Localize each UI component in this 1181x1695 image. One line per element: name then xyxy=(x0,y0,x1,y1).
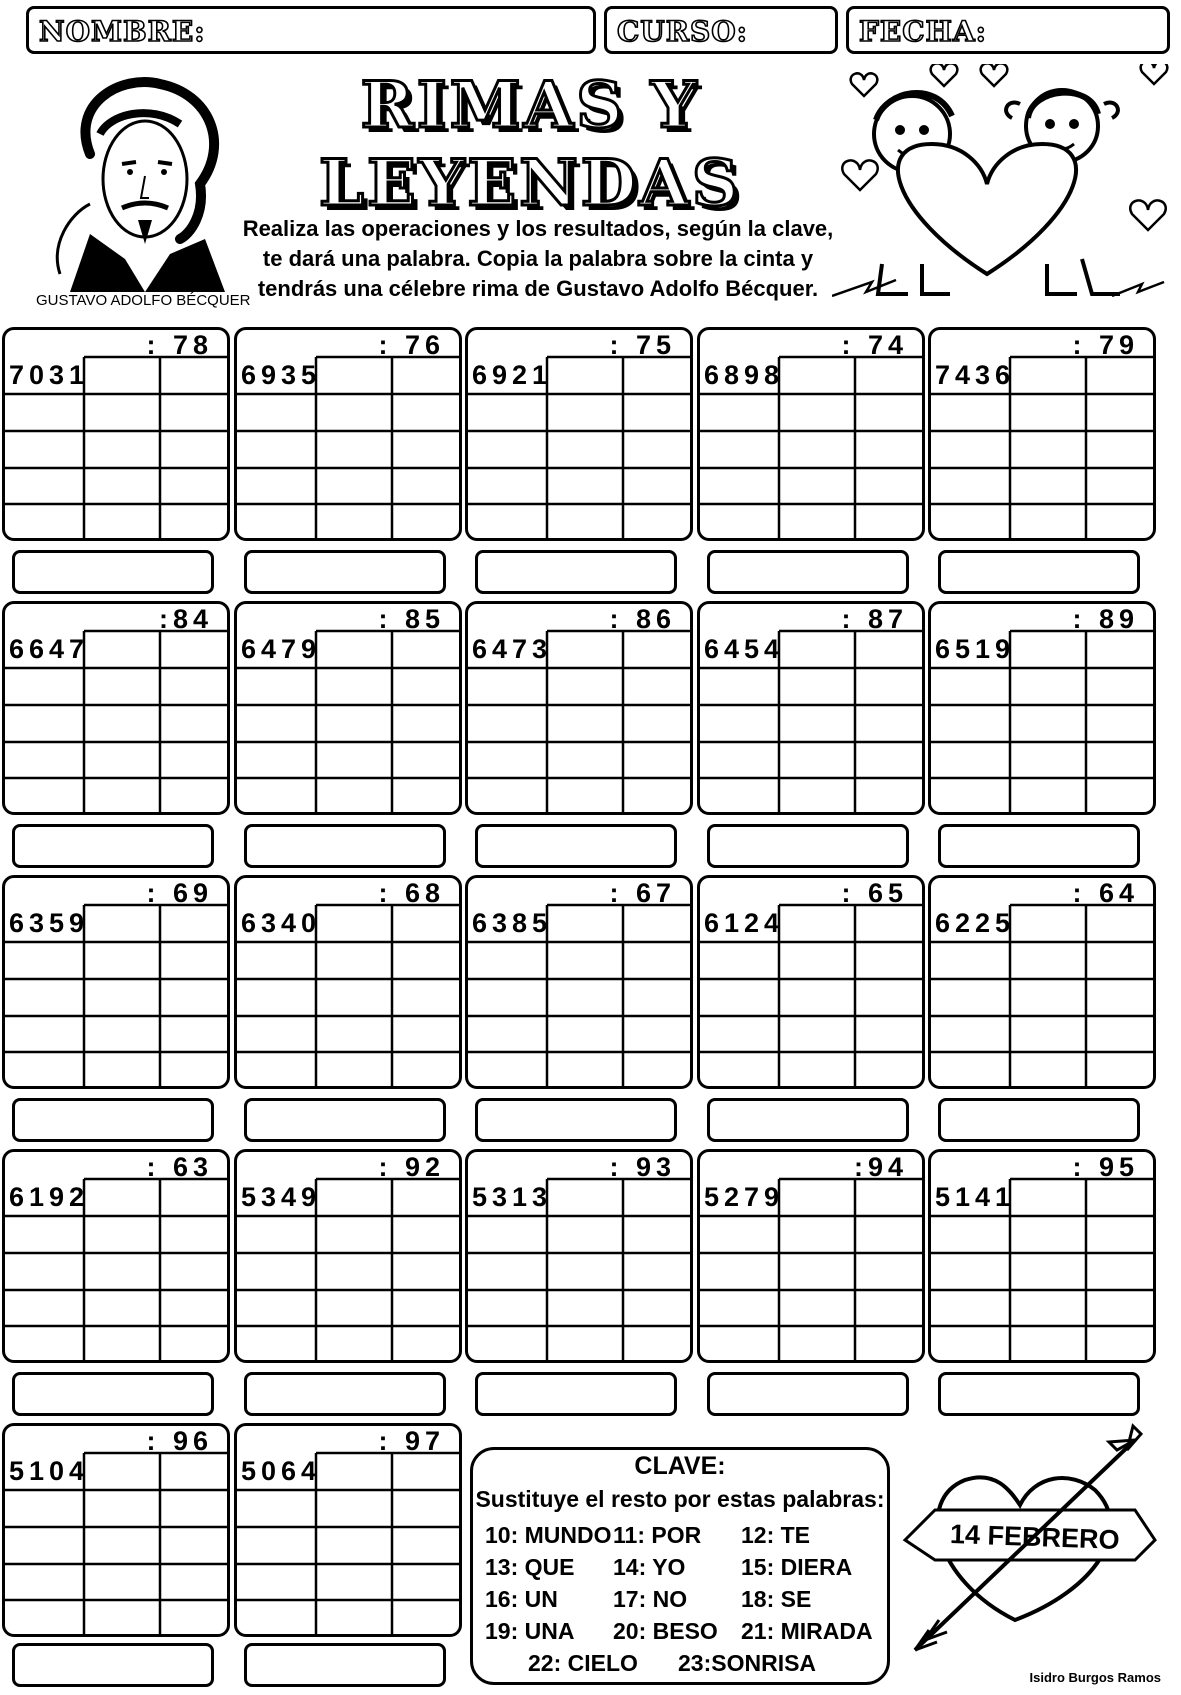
dividend: 6473 xyxy=(472,634,553,664)
division-card xyxy=(2,875,230,1089)
banner-text: 14 FEBRERO xyxy=(949,1519,1121,1555)
division-card xyxy=(928,327,1156,541)
divisor: : 78 xyxy=(146,330,213,360)
division-card xyxy=(465,327,693,541)
answer-strip[interactable] xyxy=(12,1372,214,1416)
division-card xyxy=(697,601,925,815)
children-heart-illustration xyxy=(832,64,1172,302)
answer-strip[interactable] xyxy=(244,1643,446,1687)
division-card xyxy=(234,327,462,541)
divisor: :84 xyxy=(158,604,213,634)
clave-item: 21: MIRADA xyxy=(741,1618,873,1644)
division-card xyxy=(2,1423,230,1637)
clave-item: 11: POR xyxy=(613,1522,702,1548)
instructions xyxy=(228,214,848,304)
divisor: : 85 xyxy=(378,604,445,634)
division-card xyxy=(234,1149,462,1363)
divisor: : 92 xyxy=(378,1152,445,1182)
dividend: 6225 xyxy=(935,908,1016,938)
division-card xyxy=(234,1423,462,1637)
answer-strip[interactable] xyxy=(244,1372,446,1416)
division-card xyxy=(2,1149,230,1363)
dividend: 5349 xyxy=(241,1182,322,1212)
answer-strip[interactable] xyxy=(938,550,1140,594)
division-card xyxy=(234,875,462,1089)
answer-strip[interactable] xyxy=(938,1098,1140,1142)
divisor: : 87 xyxy=(841,604,908,634)
dividend: 6647 xyxy=(9,634,90,664)
answer-strip[interactable] xyxy=(707,1098,909,1142)
divisor: : 75 xyxy=(609,330,676,360)
clave-subtitle: Sustituye el resto por estas palabras: xyxy=(475,1486,885,1512)
division-card xyxy=(928,875,1156,1089)
portrait-caption: GUSTAVO ADOLFO BÉCQUER xyxy=(36,292,251,309)
division-card xyxy=(697,327,925,541)
division-card xyxy=(928,601,1156,815)
clave-item: 16: UN xyxy=(485,1586,558,1612)
dividend: 7031 xyxy=(9,360,90,390)
divisor: : 95 xyxy=(1072,1152,1139,1182)
dividend: 5064 xyxy=(241,1456,322,1486)
division-card xyxy=(465,1149,693,1363)
divisor: : 76 xyxy=(378,330,445,360)
dividend: 5141 xyxy=(935,1182,1016,1212)
answer-strip[interactable] xyxy=(938,1372,1140,1416)
division-card xyxy=(2,601,230,815)
division-card xyxy=(697,875,925,1089)
answer-strip[interactable] xyxy=(244,1098,446,1142)
clave-item: 22: CIELO xyxy=(528,1650,638,1676)
dividend: 6454 xyxy=(704,634,785,664)
answer-strip[interactable] xyxy=(707,550,909,594)
divisor: :94 xyxy=(853,1152,908,1182)
clave-item: 12: TE xyxy=(741,1522,811,1548)
answer-strip[interactable] xyxy=(938,824,1140,868)
divisor: : 64 xyxy=(1072,878,1139,908)
clave-item: 23:SONRISA xyxy=(678,1650,817,1676)
divisor: : 63 xyxy=(146,1152,213,1182)
dividend: 6898 xyxy=(704,360,785,390)
divisor: : 65 xyxy=(841,878,908,908)
answer-strip[interactable] xyxy=(12,824,214,868)
divisor: : 86 xyxy=(609,604,676,634)
clave-item: 14: YO xyxy=(613,1554,686,1580)
fecha-field[interactable] xyxy=(846,6,1170,54)
clave-item: 15: DIERA xyxy=(741,1554,853,1580)
dividend: 5104 xyxy=(9,1456,90,1486)
divisor: : 79 xyxy=(1072,330,1139,360)
divisor: : 97 xyxy=(378,1426,445,1456)
instructions-line3: tendrás una célebre rima de Gustavo Adolfo Bécquer. xyxy=(257,276,819,301)
dividend: 6519 xyxy=(935,634,1016,664)
dividend: 5279 xyxy=(704,1182,785,1212)
dividend: 6340 xyxy=(241,908,322,938)
clave-item: 13: QUE xyxy=(485,1554,575,1580)
divisor: : 67 xyxy=(609,878,676,908)
answer-strip[interactable] xyxy=(12,1643,214,1687)
division-card xyxy=(465,601,693,815)
divisor: : 69 xyxy=(146,878,213,908)
clave-box xyxy=(470,1447,890,1685)
clave-item: 17: NO xyxy=(613,1586,688,1612)
dividend: 6479 xyxy=(241,634,322,664)
clave-item: 18: SE xyxy=(741,1586,812,1612)
clave-item: 19: UNA xyxy=(485,1618,575,1644)
answer-strip[interactable] xyxy=(475,1098,677,1142)
answer-strip[interactable] xyxy=(12,1098,214,1142)
title-line2: LEYENDAS xyxy=(318,146,742,221)
dividend: 6124 xyxy=(704,908,785,938)
dividend: 6192 xyxy=(9,1182,90,1212)
division-card xyxy=(2,327,230,541)
nombre-field[interactable] xyxy=(26,6,596,54)
dividend: 6935 xyxy=(241,360,322,390)
title-line1: RIMAS Y xyxy=(360,68,700,143)
clave-title: CLAVE: xyxy=(634,1452,726,1480)
dividend: 6921 xyxy=(472,360,553,390)
dividend: 5313 xyxy=(472,1182,553,1212)
division-card xyxy=(928,1149,1156,1363)
answer-strip[interactable] xyxy=(12,550,214,594)
answer-strip[interactable] xyxy=(475,824,677,868)
answer-strip[interactable] xyxy=(707,1372,909,1416)
curso-label: CURSO: xyxy=(617,15,748,48)
clave-item: 10: MUNDO xyxy=(485,1522,612,1548)
curso-field[interactable] xyxy=(604,6,838,54)
division-card xyxy=(234,601,462,815)
dividend: 6359 xyxy=(9,908,90,938)
division-card xyxy=(697,1149,925,1363)
instructions-line1: Realiza las operaciones y los resultados, según la clave, xyxy=(242,216,834,241)
dividend: 6385 xyxy=(472,908,553,938)
author-credit: Isidro Burgos Ramos xyxy=(1029,1670,1161,1685)
divisor: : 96 xyxy=(146,1426,213,1456)
nombre-label: NOMBRE: xyxy=(39,15,206,48)
divisor: : 74 xyxy=(841,330,908,360)
division-card xyxy=(465,875,693,1089)
fecha-label: FECHA: xyxy=(859,15,988,48)
divisor: : 89 xyxy=(1072,604,1139,634)
answer-strip[interactable] xyxy=(707,824,909,868)
answer-strip[interactable] xyxy=(475,550,677,594)
divisor: : 68 xyxy=(378,878,445,908)
answer-strip[interactable] xyxy=(244,550,446,594)
answer-strip[interactable] xyxy=(475,1372,677,1416)
answer-strip[interactable] xyxy=(244,824,446,868)
instructions-line2: te dará una palabra. Copia la palabra sobre la cinta y xyxy=(262,246,814,271)
becquer-portrait xyxy=(30,64,240,292)
clave-item: 20: BESO xyxy=(613,1618,718,1644)
dividend: 7436 xyxy=(935,360,1016,390)
divisor: : 93 xyxy=(609,1152,676,1182)
